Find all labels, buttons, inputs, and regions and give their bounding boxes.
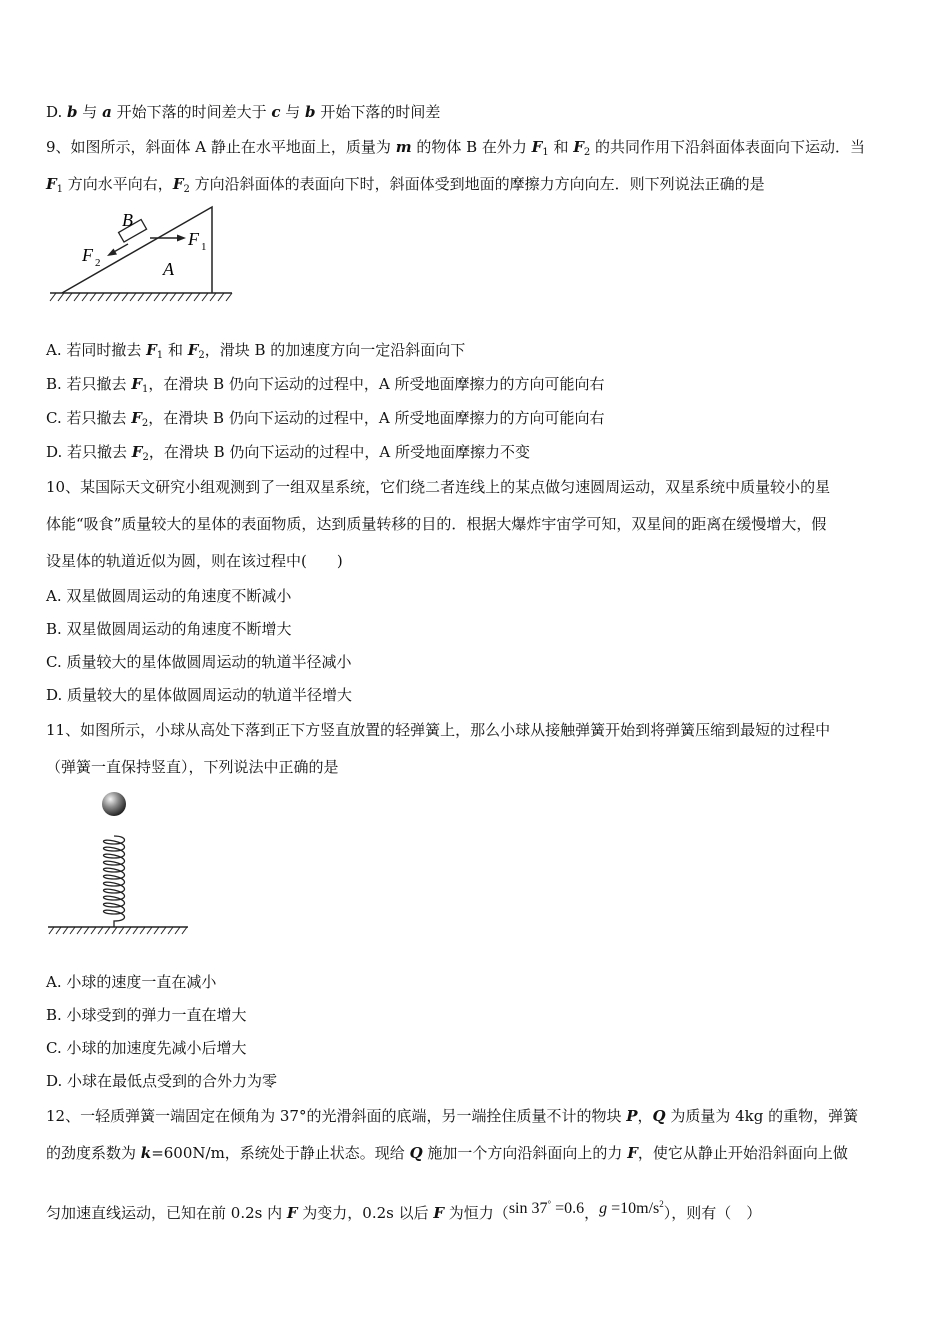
- text: ），则有（ ）: [663, 1204, 762, 1222]
- q10-stem-line2: 体能“吸食”质量较大的星体的表面物质，达到质量转移的目的．根据大爆炸宇宙学可知，双星间的距离在缓慢增大，假: [46, 515, 827, 533]
- option-label: D.: [46, 103, 68, 121]
- q9-option-b: [46, 374, 605, 394]
- text: A. 若同时撤去: [46, 341, 147, 359]
- var-F: F: [286, 1204, 298, 1222]
- ground-hatch: [50, 293, 232, 301]
- q10-stem-line1: 10、某国际天文研究小组观测到了一组双星系统，它们绕二者连线上的某点做匀速圆周运动，双星系统中质量较小的星: [46, 478, 831, 496]
- ground-hatch: [49, 927, 187, 934]
- subscript: 2: [198, 350, 205, 361]
- text: 为质量为 4kg 的重物，弹簧: [665, 1107, 859, 1125]
- text: 为变力，0.2s 以后: [297, 1204, 434, 1222]
- ball: [102, 792, 126, 816]
- text: B. 若只撤去: [46, 375, 132, 393]
- subscript: 1: [141, 384, 149, 395]
- q8-option-d: [46, 102, 440, 122]
- text: =0.6: [551, 1200, 585, 1217]
- text: =10m/s: [607, 1200, 660, 1217]
- var-Q: Q: [409, 1144, 423, 1162]
- text: 和: [163, 341, 188, 359]
- subscript: 1: [542, 147, 549, 158]
- q10-option-a: A. 双星做圆周运动的角速度不断减小: [46, 587, 292, 605]
- var-F: F: [46, 175, 57, 193]
- var-F: F: [131, 443, 143, 461]
- var-c: c: [271, 103, 281, 121]
- q9-option-c: [46, 408, 604, 428]
- var-m: m: [395, 138, 412, 156]
- text: 方向沿斜面体的表面向下时，斜面体受到地面的摩擦力方向向左．则下列说法正确的是: [189, 175, 765, 193]
- text: 与: [280, 103, 306, 121]
- var-F: F: [627, 1144, 638, 1162]
- var-b: b: [305, 103, 316, 121]
- spring: [104, 836, 125, 927]
- q9-stem-line2: [46, 174, 765, 194]
- q9-option-d: [46, 442, 530, 462]
- degree-sign: °: [547, 1199, 552, 1209]
- label-f2: F: [82, 245, 93, 265]
- text: ，: [637, 1107, 653, 1125]
- text: 施加一个方向沿斜面向上的力: [422, 1144, 628, 1162]
- q12-stem-line3: [46, 1199, 762, 1224]
- q11-option-a: A. 小球的速度一直在减小: [46, 973, 217, 991]
- text: 为恒力（: [444, 1204, 509, 1222]
- text: C. 若只撤去: [46, 409, 132, 427]
- text: 开始下落的时间差大于: [111, 103, 272, 121]
- var-P: P: [626, 1107, 638, 1125]
- q12-stem-line1: [46, 1106, 858, 1126]
- text: ，在滑块 B 仍向下运动的过程中，A 所受地面摩擦力的方向可能向右: [148, 409, 605, 427]
- text: ，滑块 B 的加速度方向一定沿斜面向下: [204, 341, 466, 359]
- text: sin 37: [508, 1200, 548, 1217]
- text: ，使它从静止开始沿斜面向上做: [637, 1144, 848, 1162]
- label-f2-sub: 2: [95, 257, 101, 269]
- math-sin37: [509, 1200, 584, 1217]
- var-F: F: [131, 375, 142, 393]
- incline-figure: [46, 200, 236, 305]
- text: =600N/m，系统处于静止状态。现给: [151, 1144, 410, 1162]
- arrow-head-icon: [107, 249, 117, 257]
- label-a: A: [163, 259, 174, 279]
- text: 9、如图所示，斜面体 A 静止在水平地面上，质量为: [46, 138, 396, 156]
- spring-ball-figure: [46, 788, 191, 938]
- var-F: F: [573, 138, 584, 156]
- q12-stem-line2: [46, 1143, 848, 1163]
- subscript: 2: [141, 418, 149, 429]
- var-F: F: [433, 1204, 445, 1222]
- q10-option-c: C. 质量较大的星体做圆周运动的轨道半径减小: [46, 653, 352, 671]
- subscript: 2: [583, 147, 591, 158]
- q11-option-d: D. 小球在最低点受到的合外力为零: [46, 1072, 278, 1090]
- var-b: b: [67, 103, 78, 121]
- text: D. 若只撤去: [46, 443, 132, 461]
- text: 和: [548, 138, 574, 156]
- label-b: B: [122, 210, 133, 230]
- subscript: 1: [156, 350, 164, 361]
- text: 与: [77, 103, 103, 121]
- q10-option-b: B. 双星做圆周运动的角速度不断增大: [46, 620, 292, 638]
- q11-option-b: B. 小球受到的弹力一直在增大: [46, 1006, 247, 1024]
- math-g: [599, 1200, 664, 1217]
- q11-stem-line1: 11、如图所示，小球从高处下落到正下方竖直放置的轻弹簧上，那么小球从接触弹簧开始到将弹簧压缩到最短的过程中: [46, 721, 831, 739]
- var-F: F: [131, 409, 142, 427]
- subscript: 2: [183, 184, 190, 195]
- label-f1: F: [188, 229, 199, 249]
- superscript: 2: [659, 1199, 664, 1209]
- q10-stem-line3: 设星体的轨道近似为圆，则在该过程中( ): [46, 552, 343, 570]
- q11-option-c: C. 小球的加速度先减小后增大: [46, 1039, 247, 1057]
- text: ，: [584, 1204, 600, 1222]
- q9-stem-line1: [46, 137, 865, 157]
- var-F: F: [187, 341, 199, 359]
- var-a: a: [102, 103, 112, 121]
- q9-option-a: [46, 340, 465, 360]
- q11-stem-line2: （弹簧一直保持竖直），下列说法中正确的是: [46, 758, 339, 776]
- subscript: 2: [142, 452, 149, 463]
- var-F: F: [146, 341, 157, 359]
- var-k: k: [140, 1144, 152, 1162]
- var-F: F: [531, 138, 543, 156]
- q10-option-d: D. 质量较大的星体做圆周运动的轨道半径增大: [46, 686, 353, 704]
- text: 的物体 B 在外力: [411, 138, 532, 156]
- text: ，在滑块 B 仍向下运动的过程中，A 所受地面摩擦力不变: [148, 443, 530, 461]
- var-Q: Q: [652, 1107, 666, 1125]
- text: 的共同作用下沿斜面体表面向下运动．当: [590, 138, 866, 156]
- text: 匀加速直线运动，已知在前 0.2s 内: [46, 1204, 287, 1222]
- var-g: g: [599, 1200, 608, 1217]
- var-F: F: [172, 175, 184, 193]
- subscript: 1: [56, 184, 64, 195]
- text: 的劲度系数为: [46, 1144, 141, 1162]
- text: ，在滑块 B 仍向下运动的过程中，A 所受地面摩擦力的方向可能向右: [148, 375, 605, 393]
- text: 开始下落的时间差: [315, 103, 441, 121]
- label-f1-sub: 1: [201, 241, 207, 253]
- arrow-head-icon: [177, 235, 186, 242]
- text: 12、一轻质弹簧一端固定在倾角为 37°的光滑斜面的底端，另一端拴住质量不计的物块: [46, 1107, 627, 1125]
- text: 方向水平向右，: [63, 175, 173, 193]
